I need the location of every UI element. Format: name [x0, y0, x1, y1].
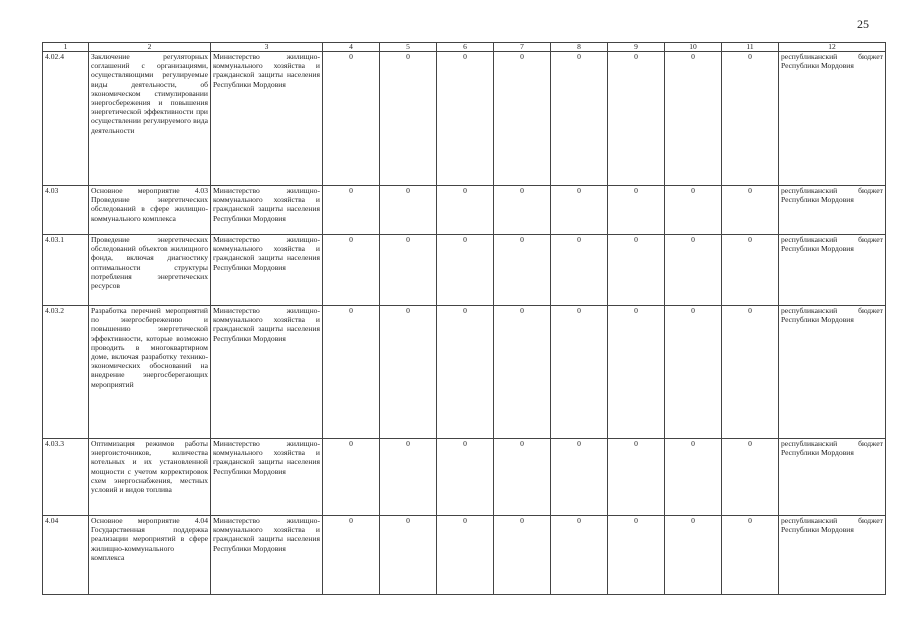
- row-value: 0: [437, 186, 494, 235]
- row-value: 0: [551, 235, 608, 306]
- row-value: 0: [608, 439, 665, 516]
- row-value: 0: [722, 516, 779, 595]
- row-value: 0: [380, 52, 437, 186]
- row-name: Проведение энергетических обследований объектов жилищного фонда, включая диагностику оптимальности структуры потребления энергетических ресурсов: [89, 235, 211, 306]
- row-value: 0: [665, 439, 722, 516]
- row-source: республиканский бюджет Республики Мордовия: [779, 306, 886, 439]
- row-value: 0: [380, 186, 437, 235]
- row-value: 0: [551, 516, 608, 595]
- row-name: Заключение регуляторных соглашений с организациями, осуществляющими регулируемые виды деятельности, об экономическом стимулировании энергосбережения и повышения энергетической эффективности при осуществлении регулируемого вида деятельности: [89, 52, 211, 186]
- row-value: 0: [437, 516, 494, 595]
- column-header: 10: [665, 43, 722, 52]
- table-row: [43, 516, 886, 595]
- row-value: 0: [665, 235, 722, 306]
- row-value: 0: [722, 186, 779, 235]
- row-name: Основное мероприятие 4.04 Государственная поддержка реализации мероприятий в сфере жилищно-коммунального комплекса: [89, 516, 211, 595]
- row-value: 0: [722, 52, 779, 186]
- row-value: 0: [380, 235, 437, 306]
- column-header: 5: [380, 43, 437, 52]
- row-value: 0: [551, 186, 608, 235]
- table-row: [43, 439, 886, 516]
- column-number-row: [43, 43, 886, 52]
- row-value: 0: [608, 516, 665, 595]
- column-header: 9: [608, 43, 665, 52]
- column-header: 1: [43, 43, 89, 52]
- row-value: 0: [722, 439, 779, 516]
- column-header: 4: [323, 43, 380, 52]
- row-value: 0: [494, 52, 551, 186]
- row-code: 4.04: [43, 516, 89, 595]
- column-header: 11: [722, 43, 779, 52]
- row-value: 0: [323, 439, 380, 516]
- column-header: 12: [779, 43, 886, 52]
- row-value: 0: [323, 516, 380, 595]
- row-value: 0: [665, 516, 722, 595]
- row-value: 0: [665, 306, 722, 439]
- row-value: 0: [494, 235, 551, 306]
- row-code: 4.03.2: [43, 306, 89, 439]
- row-source: республиканский бюджет Республики Мордовия: [779, 186, 886, 235]
- row-value: 0: [494, 439, 551, 516]
- program-table: [42, 42, 886, 595]
- row-value: 0: [551, 439, 608, 516]
- table-row: [43, 186, 886, 235]
- row-value: 0: [437, 439, 494, 516]
- row-source: республиканский бюджет Республики Мордовия: [779, 516, 886, 595]
- row-source: республиканский бюджет Республики Мордовия: [779, 439, 886, 516]
- column-header: 8: [551, 43, 608, 52]
- row-value: 0: [722, 306, 779, 439]
- row-executor: Министерство жилищно-коммунального хозяйства и гражданской защиты населения Республики Мордовия: [211, 439, 323, 516]
- row-value: 0: [323, 186, 380, 235]
- row-value: 0: [437, 235, 494, 306]
- row-value: 0: [437, 306, 494, 439]
- row-value: 0: [665, 52, 722, 186]
- row-value: 0: [380, 516, 437, 595]
- column-header: 6: [437, 43, 494, 52]
- row-value: 0: [437, 52, 494, 186]
- row-value: 0: [551, 52, 608, 186]
- row-value: 0: [323, 52, 380, 186]
- row-value: 0: [494, 186, 551, 235]
- row-source: республиканский бюджет Республики Мордовия: [779, 52, 886, 186]
- row-name: Основное мероприятие 4.03 Проведение энергетических обследований в сфере жилищно-коммунального комплекса: [89, 186, 211, 235]
- row-value: 0: [722, 235, 779, 306]
- row-value: 0: [494, 516, 551, 595]
- row-name: Оптимизация режимов работы энергоисточников, количества котельных и их установленной мощности с учетом корректировок схем энергоснабжения, местных условий и видов топлива: [89, 439, 211, 516]
- row-value: 0: [380, 439, 437, 516]
- table-row: [43, 235, 886, 306]
- row-value: 0: [551, 306, 608, 439]
- row-executor: Министерство жилищно-коммунального хозяйства и гражданской защиты населения Республики Мордовия: [211, 52, 323, 186]
- row-value: 0: [608, 235, 665, 306]
- table-row: [43, 52, 886, 186]
- row-value: 0: [608, 52, 665, 186]
- row-executor: Министерство жилищно-коммунального хозяйства и гражданской защиты населения Республики Мордовия: [211, 186, 323, 235]
- row-code: 4.03: [43, 186, 89, 235]
- row-value: 0: [665, 186, 722, 235]
- row-value: 0: [608, 186, 665, 235]
- row-name: Разработка перечней мероприятий по энергосбережению и повышению энергетической эффективности, которые возможно проводить в многоквартирном доме, включая разработку технико-экономических обоснований на внедрение энергосберегающих мероприятий: [89, 306, 211, 439]
- table-row: [43, 306, 886, 439]
- row-value: 0: [608, 306, 665, 439]
- row-code: 4.03.1: [43, 235, 89, 306]
- page-number: 25: [857, 17, 869, 31]
- row-executor: Министерство жилищно-коммунального хозяйства и гражданской защиты населения Республики Мордовия: [211, 306, 323, 439]
- row-value: 0: [494, 306, 551, 439]
- row-value: 0: [323, 306, 380, 439]
- row-executor: Министерство жилищно-коммунального хозяйства и гражданской защиты населения Республики Мордовия: [211, 516, 323, 595]
- row-source: республиканский бюджет Республики Мордовия: [779, 235, 886, 306]
- column-header: 3: [211, 43, 323, 52]
- row-code: 4.03.3: [43, 439, 89, 516]
- row-value: 0: [380, 306, 437, 439]
- row-executor: Министерство жилищно-коммунального хозяйства и гражданской защиты населения Республики Мордовия: [211, 235, 323, 306]
- row-code: 4.02.4: [43, 52, 89, 186]
- row-value: 0: [323, 235, 380, 306]
- column-header: 7: [494, 43, 551, 52]
- column-header: 2: [89, 43, 211, 52]
